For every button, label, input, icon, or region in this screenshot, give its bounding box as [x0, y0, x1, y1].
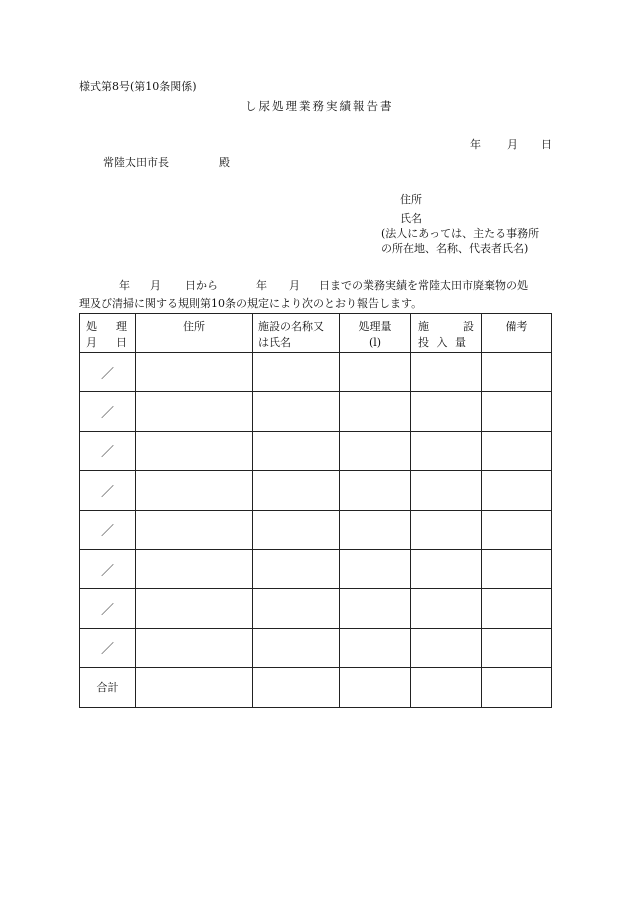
- date-separator: ／: [100, 524, 114, 540]
- table-row: [80, 549, 552, 588]
- row-remarks-cell[interactable]: [482, 628, 552, 667]
- header-address-label: 住所: [183, 320, 205, 333]
- row-volume-cell[interactable]: [340, 392, 411, 431]
- date-month: 月: [507, 138, 518, 151]
- table-row: [80, 392, 552, 431]
- header-input-top-left: 施: [418, 320, 429, 333]
- row-remarks-cell[interactable]: [482, 353, 552, 392]
- date-separator: ／: [100, 563, 114, 579]
- header-facility-line2: は氏名: [258, 336, 291, 349]
- date-separator: ／: [100, 366, 114, 382]
- row-facility-cell[interactable]: [253, 589, 340, 628]
- row-input-cell[interactable]: [411, 549, 482, 588]
- row-volume-cell[interactable]: [340, 471, 411, 510]
- date-separator: ／: [100, 642, 114, 658]
- body-text-rest: 日までの業務実績を常陸太田市廃棄物の処: [319, 279, 528, 292]
- row-date-cell[interactable]: [80, 353, 136, 392]
- header-facility-line1: 施設の名称又: [258, 320, 324, 333]
- row-input-cell[interactable]: [411, 471, 482, 510]
- corporate-note-line1: (法人にあっては、主たる事務所: [381, 227, 540, 240]
- row-date-cell[interactable]: [80, 628, 136, 667]
- row-input-cell[interactable]: [411, 628, 482, 667]
- header-date-top-right: 理: [116, 320, 127, 333]
- header-volume-line1: 処理量: [358, 320, 392, 333]
- header-date-bottom-right: 日: [116, 336, 127, 349]
- header-remarks-label: 備考: [505, 320, 528, 333]
- row-remarks-cell[interactable]: [482, 431, 552, 470]
- header-date-top-left: 処: [86, 320, 97, 333]
- header-input-bottom: 投 入 量: [418, 336, 466, 349]
- row-facility-cell[interactable]: [253, 471, 340, 510]
- row-volume-cell[interactable]: [340, 589, 411, 628]
- row-date-cell[interactable]: [80, 471, 136, 510]
- header-input-volume: [411, 314, 482, 353]
- header-date: [80, 314, 136, 353]
- row-address-cell[interactable]: [136, 353, 253, 392]
- row-date-cell[interactable]: [80, 431, 136, 470]
- table-row: [80, 471, 552, 510]
- header-facility: [253, 314, 340, 353]
- row-input-cell[interactable]: [411, 392, 482, 431]
- body-text-line2: 理及び清掃に関する規則第10条の規定により次のとおり報告します。: [79, 297, 423, 310]
- row-remarks-cell[interactable]: [482, 392, 552, 431]
- date-separator: ／: [100, 445, 114, 461]
- form-number: 様式第8号(第10条関係): [79, 80, 197, 93]
- total-label: 合計: [80, 668, 136, 707]
- table-header-row: [80, 314, 552, 353]
- date-separator: ／: [100, 603, 114, 619]
- row-volume-cell[interactable]: [340, 431, 411, 470]
- table-row: [80, 628, 552, 667]
- row-facility-cell[interactable]: [253, 549, 340, 588]
- row-address-cell[interactable]: [136, 589, 253, 628]
- row-input-cell[interactable]: [411, 510, 482, 549]
- row-volume-cell[interactable]: [340, 549, 411, 588]
- row-facility-cell[interactable]: [253, 353, 340, 392]
- row-address-cell[interactable]: [136, 510, 253, 549]
- applicant-address-label: 住所: [400, 193, 422, 206]
- row-volume-cell[interactable]: [340, 353, 411, 392]
- row-input-cell[interactable]: [411, 431, 482, 470]
- row-address-cell[interactable]: [136, 392, 253, 431]
- row-address-cell[interactable]: [136, 549, 253, 588]
- row-volume-cell[interactable]: [340, 628, 411, 667]
- header-volume: [340, 314, 411, 353]
- total-row: [80, 668, 552, 707]
- period-start-year: 年: [119, 279, 130, 292]
- date-year: 年: [470, 138, 481, 151]
- corporate-note-line2: の所在地、名称、代表者氏名): [381, 242, 529, 255]
- date-day: 日: [541, 138, 552, 151]
- row-date-cell[interactable]: [80, 392, 136, 431]
- row-address-cell[interactable]: [136, 431, 253, 470]
- report-table: [79, 313, 552, 708]
- period-end-year: 年: [256, 279, 267, 292]
- honorific: 殿: [219, 156, 230, 169]
- row-facility-cell[interactable]: [253, 431, 340, 470]
- row-address-cell[interactable]: [136, 628, 253, 667]
- row-facility-cell[interactable]: [253, 510, 340, 549]
- row-facility-cell[interactable]: [253, 628, 340, 667]
- header-address: [136, 314, 253, 353]
- period-start-day: 日から: [185, 279, 218, 292]
- period-end-month: 月: [289, 279, 300, 292]
- total-volume-cell[interactable]: [340, 668, 411, 707]
- row-volume-cell[interactable]: [340, 510, 411, 549]
- applicant-name-label: 氏名: [400, 212, 422, 225]
- period-start-month: 月: [150, 279, 161, 292]
- row-remarks-cell[interactable]: [482, 549, 552, 588]
- addressee: 常陸太田市長: [103, 156, 169, 169]
- header-input-top-right: 設: [463, 320, 474, 333]
- row-input-cell[interactable]: [411, 353, 482, 392]
- header-volume-line2: (l): [368, 336, 382, 349]
- total-facility-cell[interactable]: [253, 668, 340, 707]
- row-date-cell[interactable]: [80, 549, 136, 588]
- header-date-bottom-left: 月: [86, 336, 97, 349]
- row-facility-cell[interactable]: [253, 392, 340, 431]
- document-title: し尿処理業務実績報告書: [245, 99, 394, 113]
- row-date-cell[interactable]: [80, 510, 136, 549]
- table-row: [80, 510, 552, 549]
- table-row: [80, 353, 552, 392]
- date-separator: ／: [100, 484, 114, 500]
- row-date-cell[interactable]: [80, 589, 136, 628]
- table-row: [80, 431, 552, 470]
- row-remarks-cell[interactable]: [482, 589, 552, 628]
- total-input-cell[interactable]: [411, 668, 482, 707]
- row-input-cell[interactable]: [411, 589, 482, 628]
- table-row: [80, 589, 552, 628]
- total-address-cell[interactable]: [136, 668, 253, 707]
- row-remarks-cell[interactable]: [482, 471, 552, 510]
- header-remarks: [482, 314, 552, 353]
- row-remarks-cell[interactable]: [482, 510, 552, 549]
- date-separator: ／: [100, 406, 114, 422]
- row-address-cell[interactable]: [136, 471, 253, 510]
- total-remarks-cell[interactable]: [482, 668, 552, 707]
